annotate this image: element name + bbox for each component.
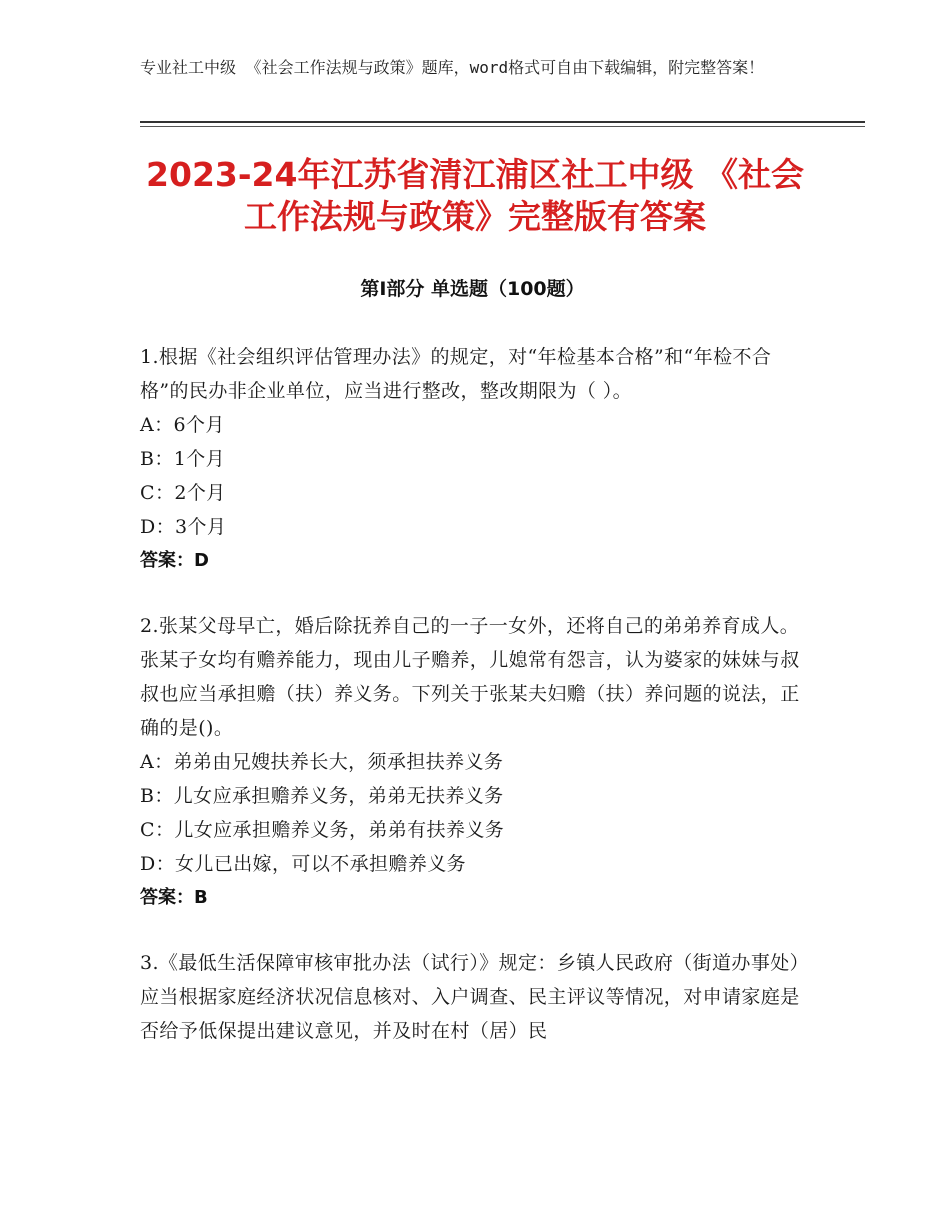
option-c: C：2个月 bbox=[140, 482, 226, 504]
answer-label: 答案：B bbox=[140, 887, 208, 908]
question-list bbox=[140, 340, 800, 1079]
option-a: A：弟弟由兄嫂扶养长大，须承担扶养义务 bbox=[140, 751, 504, 773]
question-text: 2.张某父母早亡，婚后除抚养自己的一子一女外，还将自己的弟弟养育成人。张某子女均有赡养能力，现由儿子赡养，儿媳常有怨言，认为婆家的妹妹与叔叔也应当承担赡（扶）养义务。下列关于张某夫妇赡（扶）养问题的说法，正确的是()。 bbox=[140, 615, 800, 739]
question-2 bbox=[140, 609, 800, 915]
question-text: 3.《最低生活保障审核审批办法（试行）》规定：乡镇人民政府（街道办事处）应当根据家庭经济状况信息核对、入户调查、民主评议等情况，对申请家庭是否给予低保提出建议意见，并及时在村（居）民 bbox=[140, 952, 800, 1042]
option-b: B：儿女应承担赡养义务，弟弟无扶养义务 bbox=[140, 785, 504, 807]
option-b: B：1个月 bbox=[140, 448, 226, 470]
header-divider-thick bbox=[140, 121, 865, 123]
header-note: 专业社工中级 《社会工作法规与政策》题库，word格式可自由下载编辑，附完整答案！ bbox=[140, 58, 765, 77]
option-c: C：儿女应承担赡养义务，弟弟有扶养义务 bbox=[140, 819, 505, 841]
question-3 bbox=[140, 946, 800, 1048]
option-d: D：3个月 bbox=[140, 516, 227, 538]
answer-label: 答案：D bbox=[140, 550, 209, 571]
option-a: A：6个月 bbox=[140, 414, 225, 436]
option-d: D：女儿已出嫁，可以不承担赡养义务 bbox=[140, 853, 467, 875]
section-title: 第Ⅰ部分 单选题（100题） bbox=[360, 278, 585, 300]
document-title: 2023-24年江苏省清江浦区社工中级 《社会工作法规与政策》完整版有答案 bbox=[146, 155, 804, 236]
question-text: 1.根据《社会组织评估管理办法》的规定，对“年检基本合格”和“年检不合格”的民办非企业单位，应当进行整改，整改期限为（ ）。 bbox=[140, 346, 772, 402]
header-divider-thin bbox=[140, 126, 865, 127]
question-1 bbox=[140, 340, 800, 578]
